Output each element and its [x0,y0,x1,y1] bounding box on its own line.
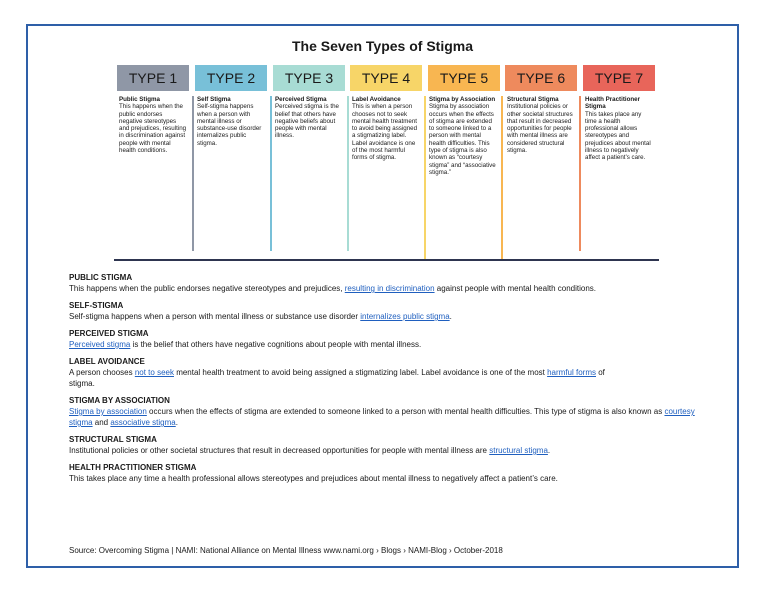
type-5-description [429,96,497,176]
health-practitioner-stigma-heading: HEALTH PRACTITIONER STIGMA [69,463,197,472]
self-stigma-text [69,311,729,322]
type-5-divider [501,96,503,259]
type-2-tab: TYPE 2 [195,65,267,91]
type-2-heading: Self Stigma [197,96,231,103]
text-run: occurs when the effects of stigma are extended to someone linked to a person with mental health difficulties. This type of stigma is also known as [146,407,665,416]
stigma-by-association-link[interactable]: Stigma by association [69,407,147,416]
text-run: Self-stigma happens when a person with mental illness or substance use disorder [69,312,361,321]
text-run: A person chooses [69,368,135,377]
text-run: and [92,418,111,427]
type-3-heading: Perceived Stigma [275,96,327,103]
public-stigma-text [69,283,729,294]
type-7-tab: TYPE 7 [583,65,655,91]
structural-stigma-text [69,445,729,456]
type-2-divider [270,96,272,251]
text-run: of stigma. [69,368,605,388]
stigma-by-association-text [69,406,699,428]
perceived-stigma-link[interactable]: Perceived stigma [69,340,131,349]
health-practitioner-stigma-text: This takes place any time a health professional allows stereotypes and prejudices about mental illness to negatively affect a patient’s care. [69,474,558,483]
infographic-baseline [114,259,659,261]
not-to-seek-link[interactable]: not to seek [134,368,174,377]
type-4-body: This is when a person chooses not to seek mental health treatment to avoid being assigned a stigmatizing label. Label avoidance is one of the most harmful forms of stigma. [352,103,418,162]
type-3-body: Perceived stigma is the belief that others have negative beliefs about people with mental illness. [275,103,339,140]
text-run: Institutional policies or other societal structures that result in decreased opportunities for people with mental illness are [69,446,490,455]
structural-stigma-heading: STRUCTURAL STIGMA [69,435,157,444]
structural-stigma-link[interactable]: structural stigma [489,446,548,455]
section-structural-stigma [69,434,729,456]
type-7-description [585,96,653,162]
stigma-definitions [69,272,729,490]
type-6-heading: Structural Stigma [507,96,559,103]
courtesy-stigma-link[interactable]: courtesy stigma [69,407,695,427]
type-6-description [507,96,575,154]
infographic-title: The Seven Types of Stigma [291,38,473,54]
type-1-tab: TYPE 1 [117,65,189,91]
text-run: . [449,312,452,321]
type-1-description [119,96,187,154]
type-7-body: This takes place any time a health professional allows stereotypes and prejudices about mental illness to negatively affect a patient’s care. [585,110,651,162]
associative-stigma-link[interactable]: associative stigma [110,418,176,427]
type-1-heading: Public Stigma [119,96,160,103]
type-5-tab: TYPE 5 [428,65,500,91]
public-stigma-heading: PUBLIC STIGMA [69,273,133,282]
text-run: mental health treatment to avoid being assigned a stigmatizing label. Label avoidance is one of the most [173,368,548,377]
type-4-heading: Label Avoidance [352,96,401,103]
perceived-stigma-text [69,339,729,350]
type-2-description [197,96,265,147]
type-4-tab: TYPE 4 [350,65,422,91]
type-5-heading: Stigma by Association [429,96,496,103]
stigma-by-association-heading: STIGMA BY ASSOCIATION [69,396,170,405]
type-5-body: Stigma by association occurs when the effects of stigma are extended to someone linked to a person with mental health difficulties. This type of stigma is also known as “courtesy stigma” and “associative stigma.” [429,103,496,176]
section-public-stigma [69,272,729,294]
source-citation: Source: Overcoming Stigma | NAMI: National Alliance on Mental Illness www.nami.org › Blogs › NAMI-Blog › October-2018 [69,546,503,555]
type-6-tab: TYPE 6 [505,65,577,91]
type-1-divider [192,96,194,251]
type-3-tab: TYPE 3 [273,65,345,91]
perceived-stigma-heading: PERCEIVED STIGMA [69,329,149,338]
harmful-forms-link[interactable]: harmful forms [547,368,596,377]
type-2-body: Self-stigma happens when a person with mental illness or substance-use disorder internalizes public stigma. [197,103,262,147]
text-run: . [175,418,178,427]
self-stigma-heading: SELF-STIGMA [69,301,124,310]
type-3-divider [347,96,349,251]
section-self-stigma [69,300,729,322]
resulting-in-discrimination-link[interactable]: resulting in discrimination [344,284,435,293]
text-run: This happens when the public endorses negative stereotypes and prejudices, [69,284,345,293]
section-health-practitioner-stigma [69,462,729,484]
section-label-avoidance [69,356,729,389]
label-avoidance-heading: LABEL AVOIDANCE [69,357,145,366]
type-6-divider [579,96,581,251]
type-1-body: This happens when the public endorses negative stereotypes and prejudices, resulting in discrimination against people with mental health conditions. [119,103,187,155]
internalizes-public-stigma-link[interactable]: internalizes public stigma [360,312,450,321]
type-6-body: Institutional policies or other societal structures that result in decreased opportunities for people with mental illness are considered structural stigma. [507,103,573,155]
text-run: . [547,446,551,455]
type-4-divider [424,96,426,259]
text-run: is the belief that others have negative cognitions about people with mental illness. [130,340,422,349]
type-7-heading: Health Practitioner Stigma [585,96,641,111]
section-stigma-by-association [69,395,729,428]
label-avoidance-text [69,367,629,389]
text-run: against people with mental health conditions. [434,284,596,293]
type-3-description [275,96,343,140]
section-perceived-stigma [69,328,729,350]
type-4-description [352,96,420,162]
